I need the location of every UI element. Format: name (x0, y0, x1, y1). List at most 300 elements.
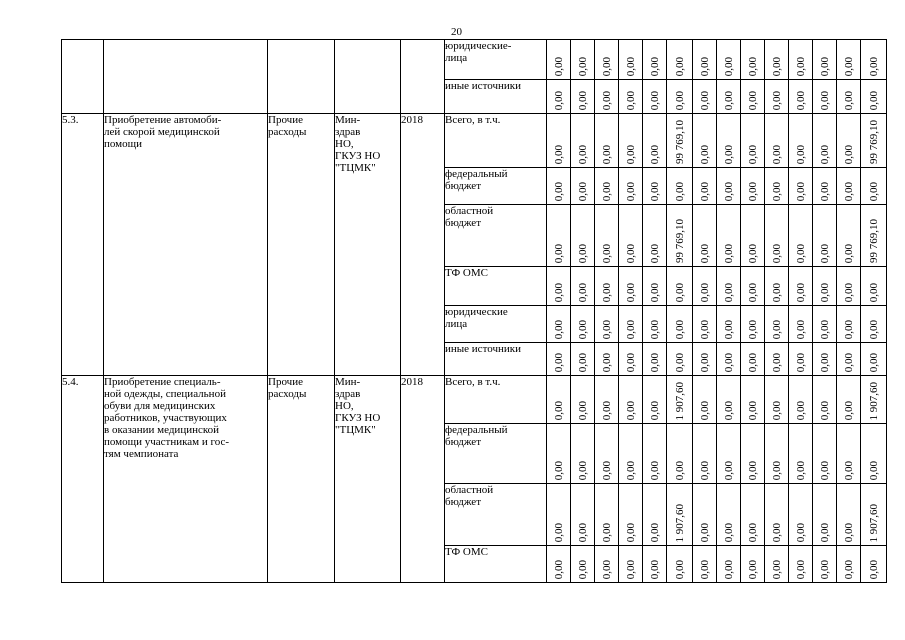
value-cell (547, 80, 571, 114)
value-text: 0,00 (746, 144, 759, 164)
value-text: 0,00 (867, 90, 880, 110)
value-text: 0,00 (794, 559, 807, 579)
value-text: 0,00 (576, 282, 589, 302)
value-cell (861, 424, 887, 484)
value-text: 0,00 (722, 144, 735, 164)
value-cell (693, 546, 717, 583)
value-cell (765, 343, 789, 376)
value-cell (717, 484, 741, 546)
value-cell (789, 114, 813, 168)
value-text: 0,00 (552, 522, 565, 542)
value-cell (837, 205, 861, 267)
value-cell (837, 80, 861, 114)
value-cell (765, 205, 789, 267)
value-text: 0,00 (552, 56, 565, 76)
value-text: 0,00 (818, 56, 831, 76)
value-cell (547, 484, 571, 546)
value-cell (861, 114, 887, 168)
value-text: 0,00 (673, 181, 686, 201)
value-cell (667, 40, 693, 80)
value-text: 99 769,10 (673, 219, 686, 263)
value-cell (741, 114, 765, 168)
value-cell (693, 80, 717, 114)
value-text: 0,00 (552, 559, 565, 579)
value-cell (667, 424, 693, 484)
value-cell (547, 376, 571, 424)
value-text: 0,00 (552, 181, 565, 201)
value-text: 0,00 (794, 90, 807, 110)
value-cell (643, 306, 667, 343)
value-text: 0,00 (576, 460, 589, 480)
value-text: 0,00 (576, 243, 589, 263)
value-text: 0,00 (842, 181, 855, 201)
value-cell (789, 80, 813, 114)
value-text: 0,00 (648, 56, 661, 76)
value-cell (693, 376, 717, 424)
value-text: 0,00 (842, 56, 855, 76)
value-cell (717, 343, 741, 376)
value-text: 0,00 (600, 352, 613, 372)
value-text: 0,00 (600, 243, 613, 263)
value-cell (861, 40, 887, 80)
value-cell (765, 306, 789, 343)
value-cell (741, 168, 765, 205)
value-cell (595, 546, 619, 583)
value-text: 0,00 (746, 559, 759, 579)
value-text: 99 769,10 (867, 219, 880, 263)
value-text: 0,00 (673, 559, 686, 579)
value-text: 0,00 (600, 181, 613, 201)
value-cell (789, 484, 813, 546)
value-cell (547, 306, 571, 343)
value-cell (643, 343, 667, 376)
value-cell (717, 306, 741, 343)
value-text: 0,00 (722, 319, 735, 339)
value-cell (619, 484, 643, 546)
value-text: 0,00 (600, 90, 613, 110)
value-cell (693, 205, 717, 267)
value-text: 0,00 (746, 243, 759, 263)
value-text: 0,00 (770, 319, 783, 339)
value-text: 0,00 (648, 90, 661, 110)
value-cell (813, 205, 837, 267)
value-text: 0,00 (576, 319, 589, 339)
value-cell (571, 376, 595, 424)
value-text: 0,00 (624, 522, 637, 542)
value-cell (813, 40, 837, 80)
value-text: 0,00 (600, 282, 613, 302)
empty-cell (104, 40, 268, 114)
value-cell (547, 546, 571, 583)
value-cell (813, 306, 837, 343)
value-text: 1 907,60 (673, 503, 686, 542)
source-cell: областной бюджет (445, 205, 547, 267)
value-cell (741, 376, 765, 424)
value-cell (741, 484, 765, 546)
value-text: 0,00 (576, 181, 589, 201)
value-text: 0,00 (722, 522, 735, 542)
value-text: 0,00 (576, 56, 589, 76)
value-text: 0,00 (818, 90, 831, 110)
value-text: 0,00 (794, 144, 807, 164)
page-number: 20 (451, 26, 462, 38)
value-cell (765, 168, 789, 205)
value-text: 0,00 (576, 522, 589, 542)
value-text: 0,00 (746, 181, 759, 201)
value-cell (765, 80, 789, 114)
value-cell (619, 376, 643, 424)
value-text: 0,00 (842, 144, 855, 164)
value-cell (789, 546, 813, 583)
value-text: 0,00 (576, 90, 589, 110)
value-text: 0,00 (818, 460, 831, 480)
value-text: 0,00 (698, 460, 711, 480)
value-text: 0,00 (624, 56, 637, 76)
value-text: 0,00 (794, 352, 807, 372)
value-cell (861, 376, 887, 424)
value-cell (789, 424, 813, 484)
value-text: 0,00 (698, 181, 711, 201)
value-text: 0,00 (842, 319, 855, 339)
value-cell (667, 168, 693, 205)
source-cell: юридические- лица (445, 40, 547, 80)
value-text: 0,00 (794, 282, 807, 302)
value-text: 0,00 (722, 181, 735, 201)
value-cell (741, 80, 765, 114)
value-text: 0,00 (698, 243, 711, 263)
value-text: 0,00 (842, 460, 855, 480)
value-text: 0,00 (576, 559, 589, 579)
value-cell (643, 424, 667, 484)
value-cell (667, 114, 693, 168)
value-cell (717, 546, 741, 583)
empty-cell (335, 40, 401, 114)
value-text: 0,00 (794, 181, 807, 201)
value-cell (765, 424, 789, 484)
source-cell: ТФ ОМС (445, 546, 547, 583)
value-cell (571, 40, 595, 80)
value-cell (571, 484, 595, 546)
value-text: 0,00 (770, 243, 783, 263)
value-text: 0,00 (867, 352, 880, 372)
value-cell (667, 205, 693, 267)
value-text: 0,00 (722, 352, 735, 372)
value-cell (643, 546, 667, 583)
item-number: 5.3. (62, 114, 104, 376)
value-cell (643, 168, 667, 205)
value-text: 0,00 (722, 90, 735, 110)
value-text: 0,00 (648, 144, 661, 164)
value-cell (837, 343, 861, 376)
value-cell (837, 376, 861, 424)
value-cell (595, 40, 619, 80)
value-text: 0,00 (624, 319, 637, 339)
value-cell (837, 40, 861, 80)
item-name: Приобретение автомоби- лей скорой медицинской помощи (104, 114, 268, 376)
value-cell (741, 343, 765, 376)
item-number: 5.4. (62, 376, 104, 583)
value-text: 0,00 (624, 243, 637, 263)
value-cell (813, 267, 837, 306)
value-text: 0,00 (722, 400, 735, 420)
value-text: 0,00 (746, 352, 759, 372)
value-cell (813, 114, 837, 168)
value-cell (789, 343, 813, 376)
value-cell (619, 306, 643, 343)
value-cell (643, 376, 667, 424)
value-text: 0,00 (818, 144, 831, 164)
value-text: 0,00 (746, 282, 759, 302)
source-cell: федеральный бюджет (445, 424, 547, 484)
value-text: 0,00 (624, 352, 637, 372)
value-text: 0,00 (552, 319, 565, 339)
value-cell (813, 546, 837, 583)
value-cell (813, 376, 837, 424)
value-cell (861, 205, 887, 267)
value-cell (571, 267, 595, 306)
value-cell (789, 376, 813, 424)
value-cell (595, 168, 619, 205)
value-cell (837, 546, 861, 583)
value-cell (547, 40, 571, 80)
table-row (62, 40, 887, 80)
value-text: 0,00 (867, 460, 880, 480)
value-text: 0,00 (600, 400, 613, 420)
value-cell (619, 168, 643, 205)
value-text: 0,00 (867, 56, 880, 76)
value-text: 0,00 (648, 352, 661, 372)
value-text: 0,00 (722, 243, 735, 263)
value-text: 0,00 (576, 400, 589, 420)
value-text: 0,00 (698, 400, 711, 420)
value-cell (547, 267, 571, 306)
value-cell (837, 168, 861, 205)
value-text: 0,00 (673, 352, 686, 372)
value-text: 0,00 (673, 460, 686, 480)
value-text: 0,00 (698, 144, 711, 164)
value-cell (741, 40, 765, 80)
value-text: 0,00 (698, 56, 711, 76)
source-cell: юридические лица (445, 306, 547, 343)
value-cell (595, 205, 619, 267)
value-text: 0,00 (698, 319, 711, 339)
value-cell (693, 424, 717, 484)
value-cell (765, 114, 789, 168)
value-cell (861, 546, 887, 583)
value-text: 0,00 (624, 400, 637, 420)
value-text: 0,00 (698, 352, 711, 372)
value-text: 0,00 (600, 56, 613, 76)
source-cell: иные источники (445, 343, 547, 376)
value-cell (571, 168, 595, 205)
value-cell (571, 343, 595, 376)
value-cell (619, 267, 643, 306)
value-text: 0,00 (648, 282, 661, 302)
value-text: 0,00 (818, 522, 831, 542)
value-text: 0,00 (624, 460, 637, 480)
value-cell (595, 484, 619, 546)
value-text: 0,00 (867, 559, 880, 579)
value-text: 0,00 (722, 282, 735, 302)
value-cell (619, 40, 643, 80)
value-text: 0,00 (600, 460, 613, 480)
value-cell (595, 376, 619, 424)
value-text: 0,00 (867, 319, 880, 339)
year: 2018 (401, 114, 445, 376)
value-cell (547, 168, 571, 205)
source-cell: ТФ ОМС (445, 267, 547, 306)
value-cell (667, 484, 693, 546)
value-text: 0,00 (600, 559, 613, 579)
value-text: 0,00 (770, 282, 783, 302)
value-text: 0,00 (770, 90, 783, 110)
value-text: 0,00 (770, 460, 783, 480)
value-text: 0,00 (770, 400, 783, 420)
value-cell (547, 205, 571, 267)
expense-type: Прочие расходы (268, 114, 335, 376)
value-cell (741, 306, 765, 343)
value-cell (693, 40, 717, 80)
value-text: 99 769,10 (867, 120, 880, 164)
value-cell (547, 343, 571, 376)
value-cell (813, 424, 837, 484)
value-text: 0,00 (794, 319, 807, 339)
value-text: 1 907,60 (867, 381, 880, 420)
value-text: 0,00 (842, 559, 855, 579)
value-cell (619, 424, 643, 484)
value-cell (619, 343, 643, 376)
source-cell: Всего, в т.ч. (445, 376, 547, 424)
value-text: 0,00 (600, 144, 613, 164)
value-cell (643, 80, 667, 114)
value-cell (813, 343, 837, 376)
value-text: 0,00 (698, 282, 711, 302)
value-text: 0,00 (600, 522, 613, 542)
value-cell (717, 168, 741, 205)
value-text: 0,00 (818, 559, 831, 579)
value-cell (861, 168, 887, 205)
value-cell (813, 484, 837, 546)
value-cell (789, 168, 813, 205)
value-cell (861, 80, 887, 114)
value-text: 0,00 (842, 90, 855, 110)
value-text: 0,00 (818, 319, 831, 339)
value-cell (717, 424, 741, 484)
value-text: 0,00 (698, 559, 711, 579)
value-text: 0,00 (722, 460, 735, 480)
value-cell (667, 343, 693, 376)
value-text: 99 769,10 (673, 120, 686, 164)
value-cell (741, 205, 765, 267)
value-cell (595, 424, 619, 484)
table-row (62, 376, 887, 424)
value-cell (765, 376, 789, 424)
value-cell (571, 205, 595, 267)
value-text: 0,00 (552, 90, 565, 110)
value-cell (789, 267, 813, 306)
value-text: 0,00 (673, 90, 686, 110)
value-text: 0,00 (794, 460, 807, 480)
value-text: 0,00 (794, 400, 807, 420)
value-text: 0,00 (770, 559, 783, 579)
value-cell (547, 424, 571, 484)
value-text: 0,00 (624, 282, 637, 302)
value-cell (693, 343, 717, 376)
item-name: Приобретение специаль- ной одежды, специальной обуви для медицинских работников, участвующих в оказании медицинской помощи участникам и гос- тям чемпионата (104, 376, 268, 583)
value-text: 0,00 (552, 144, 565, 164)
value-text: 0,00 (842, 522, 855, 542)
value-cell (717, 40, 741, 80)
value-text: 1 907,60 (867, 503, 880, 542)
value-text: 0,00 (818, 181, 831, 201)
source-cell: областной бюджет (445, 484, 547, 546)
value-cell (643, 205, 667, 267)
value-text: 0,00 (746, 56, 759, 76)
value-text: 0,00 (746, 90, 759, 110)
value-cell (667, 267, 693, 306)
value-text: 0,00 (867, 282, 880, 302)
value-text: 0,00 (673, 319, 686, 339)
value-text: 0,00 (600, 319, 613, 339)
value-cell (837, 424, 861, 484)
value-text: 0,00 (552, 243, 565, 263)
value-cell (595, 267, 619, 306)
value-text: 0,00 (552, 352, 565, 372)
value-text: 0,00 (842, 282, 855, 302)
value-text: 0,00 (842, 243, 855, 263)
value-text: 0,00 (770, 181, 783, 201)
value-cell (693, 168, 717, 205)
value-cell (861, 306, 887, 343)
value-cell (765, 40, 789, 80)
value-cell (643, 484, 667, 546)
value-cell (571, 114, 595, 168)
empty-cell (62, 40, 104, 114)
value-cell (765, 267, 789, 306)
value-text: 0,00 (648, 319, 661, 339)
value-text: 0,00 (770, 56, 783, 76)
value-text: 0,00 (648, 400, 661, 420)
value-text: 0,00 (867, 181, 880, 201)
value-text: 0,00 (746, 460, 759, 480)
value-cell (741, 424, 765, 484)
value-text: 0,00 (746, 319, 759, 339)
value-cell (789, 205, 813, 267)
source-cell: Всего, в т.ч. (445, 114, 547, 168)
value-text: 0,00 (794, 243, 807, 263)
value-text: 0,00 (818, 352, 831, 372)
value-text: 0,00 (770, 144, 783, 164)
value-text: 0,00 (770, 522, 783, 542)
expense-type: Прочие расходы (268, 376, 335, 583)
empty-cell (268, 40, 335, 114)
value-text: 0,00 (698, 90, 711, 110)
empty-cell (401, 40, 445, 114)
value-text: 0,00 (624, 181, 637, 201)
value-cell (643, 40, 667, 80)
table-row (62, 114, 887, 168)
year: 2018 (401, 376, 445, 583)
value-cell (717, 267, 741, 306)
value-cell (837, 267, 861, 306)
value-text: 0,00 (722, 559, 735, 579)
value-cell (619, 205, 643, 267)
value-cell (717, 80, 741, 114)
value-cell (667, 80, 693, 114)
value-text: 0,00 (842, 352, 855, 372)
value-cell (571, 424, 595, 484)
value-cell (789, 306, 813, 343)
